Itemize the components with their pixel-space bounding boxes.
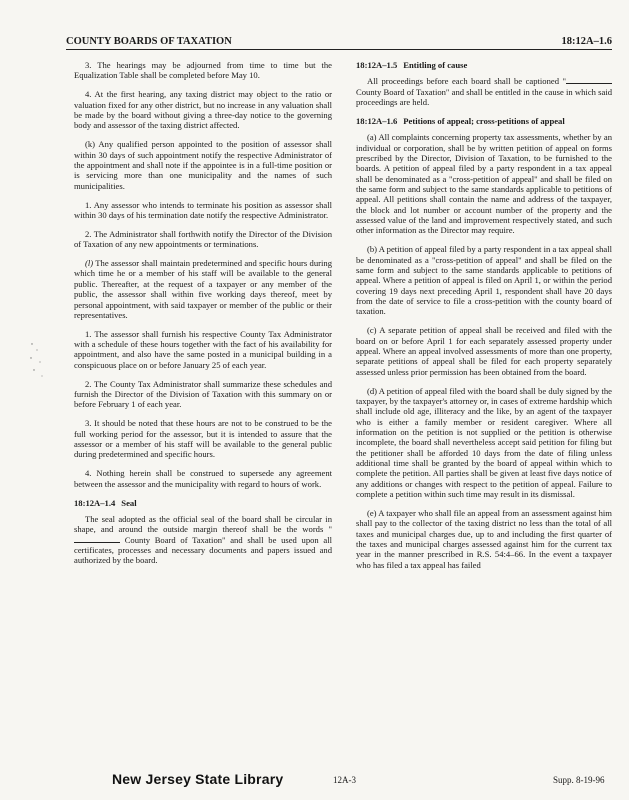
paragraph-a: (a) All complaints concerning property tax assessments, whether by an individual or corporation, shall be by written petition of appeal on forms prescribed by the Director, Division of Taxation, to be furnished to the boards. A petition of appeal filed by a party respondent in a tax appeal shall be denominated as a "cross-petition of appeal" and shall be filed on the same form and subject to the same standards applicable to petitions of appeal. All petitions shall contain the name and address of the taxpayer, the block and lot number or account number of the property and the assessed value of the land and improvement respectively stated, and such other information as the Director may require.: [356, 132, 612, 236]
section-title-1-5: Entitling of cause: [403, 60, 468, 70]
paragraph-l: [74, 258, 332, 320]
header-rule: [66, 49, 612, 50]
section-heading-1-6: [356, 116, 612, 126]
paragraph-k: (k) Any qualified person appointed to the position of assessor shall within 30 days of such appointment notify the respective Administrator of the appointment and shall note if the appointee is in a full-time position or is servicing more than one municipality and the names of such municipalities.: [74, 139, 332, 191]
entitling-text-start: All proceedings before each board shall be captioned ": [367, 76, 566, 87]
section-title-1-4: Seal: [121, 497, 137, 508]
header-title: COUNTY BOARDS OF TAXATION: [66, 36, 232, 47]
section-title-1-6: Petitions of appeal; cross-petitions of appeal: [403, 115, 565, 126]
paragraph-seal: [74, 514, 332, 566]
paragraph-l3: 3. It should be noted that these hours are not to be construed to be the full working period for the assessor, but it is intended to assure that the assessor or a member of his staff will be available to the general public during predetermined and specific hours.: [74, 418, 332, 460]
section-heading-1-5: [356, 60, 612, 70]
paragraph-k2: 2. The Administrator shall forthwith notify the Director of the Division of Taxation of any new appointments or terminations.: [74, 228, 332, 250]
paragraph-k1: 1. Any assessor who intends to terminate his position as assessor shall within 30 days of his termination date notify the respective Administrator.: [74, 199, 332, 220]
page-number: 12A-3: [333, 775, 356, 785]
paragraph-entitling: [356, 76, 612, 107]
paragraph-j4: 4. At the first hearing, any taxing district may object to the ratio or valuation fixed for any other district, but no increase in any valuation shall be made by the board without giving a three-day notice to the governing body and assessor of the taxing district affected.: [74, 89, 332, 131]
paragraph-l1: 1. The assessor shall furnish his respective County Tax Administrator with a schedule of these hours together with the fact of his availability for appointment, and also have the same posted in a municipal building in a conspicuous place on or before January 25 of each year.: [74, 328, 332, 370]
entitling-text-end: County Board of Taxation" and shall be entitled in the cause in which said proceedings are held.: [356, 86, 612, 108]
seal-text-end: County Board of Taxation" and shall be used upon all certificates, processes and necessary documents and papers issued and authorized by the board.: [74, 534, 332, 566]
section-heading-1-4: [74, 498, 332, 508]
paragraph-b: (b) A petition of appeal filed by a party respondent in a tax appeal shall be denominated as a "cross-petition of appeal" and shall be filed on the same form and subject to the same standards applicable to petitions of appeal. Where a petition of appeal is filed on April 1, or within the period covering 19 days next preceding April 1, respondent shall have 20 days from the date of service to file a cross-petition with the county board of taxation.: [356, 244, 612, 317]
paragraph-l-label: (l): [85, 258, 94, 269]
right-column: [356, 60, 612, 570]
library-stamp: New Jersey State Library: [112, 771, 284, 787]
paragraph-d: (d) A petition of appeal filed with the board shall be duly signed by the taxpayer, by the taxpayer's attorney or, in cases of extreme hardship which shall include old age, illiteracy and the like, by an agent of the taxpayer who is either a family member or resident caregiver. Where all information on the petition is not supplied or the petition is otherwise incomplete, the board shall nevertheless accept said petition for filing but the petitioner shall be afforded 10 days from the date of filing unless additional time shall be granted by the board of appeal within which to complete the petition. All parties shall be given at least five days notice of any additions or changes with respect to the petition of appeal. Failure to complete a petition within such time may result in its dismissal.: [356, 385, 612, 500]
paragraph-l2: 2. The County Tax Administrator shall summarize these schedules and furnish the Director of the Division of Taxation with this summary on or before February 1 of each year.: [74, 378, 332, 410]
paragraph-j3: 3. The hearings may be adjourned from time to time but the Equalization Table shall be completed before May 10.: [74, 60, 332, 81]
paragraph-e: (e) A taxpayer who shall file an appeal from an assessment against him shall pay to the collector of the taxing district no less than the total of all taxes and municipal charges due, up to and including the first quarter of the taxes and municipal charges assessed against him for the current tax year in the manner prescribed in R.S. 54:4–66. In the event a taxpayer who has filed a tax appeal has failed: [356, 508, 612, 570]
section-number-1-5: 18:12A–1.5: [356, 60, 398, 70]
paragraph-l4: 4. Nothing herein shall be construed to supersede any agreement between the assessor and the municipality with regard to hours of work.: [74, 468, 332, 489]
left-column: [74, 60, 332, 566]
header-section-number: 18:12A–1.6: [561, 36, 612, 47]
section-number-1-4: 18:12A–1.4: [74, 497, 116, 508]
section-number-1-6: 18:12A–1.6: [356, 115, 398, 126]
margin-scan-marks: [28, 340, 46, 380]
supplement-date: Supp. 8-19-96: [553, 775, 605, 785]
paragraph-l-text: The assessor shall maintain predetermined and specific hours during which time he or a member of his staff will be available to the general public. Thereafter, at the request of a taxpayer or any member of the public, the assessor shall within five working days thereof, meet by personal appointment, with said taxpayer or member of the public or their representatives.: [74, 258, 332, 320]
seal-blank-line: [74, 535, 120, 543]
entitling-blank-line: [566, 76, 612, 84]
paragraph-c: (c) A separate petition of appeal shall be received and filed with the board on or before April 1 for each separately assessed property under appeal. Where an appeal involved assessments of more than one property, separate petitions of appeal shall be filed for each property separately assessed unless prior permission has been obtained from the board.: [356, 325, 612, 377]
seal-text-start: The seal adopted as the official seal of the board shall be circular in shape, and around the outside margin thereof shall be the words ": [74, 513, 332, 535]
running-header: [66, 36, 612, 47]
